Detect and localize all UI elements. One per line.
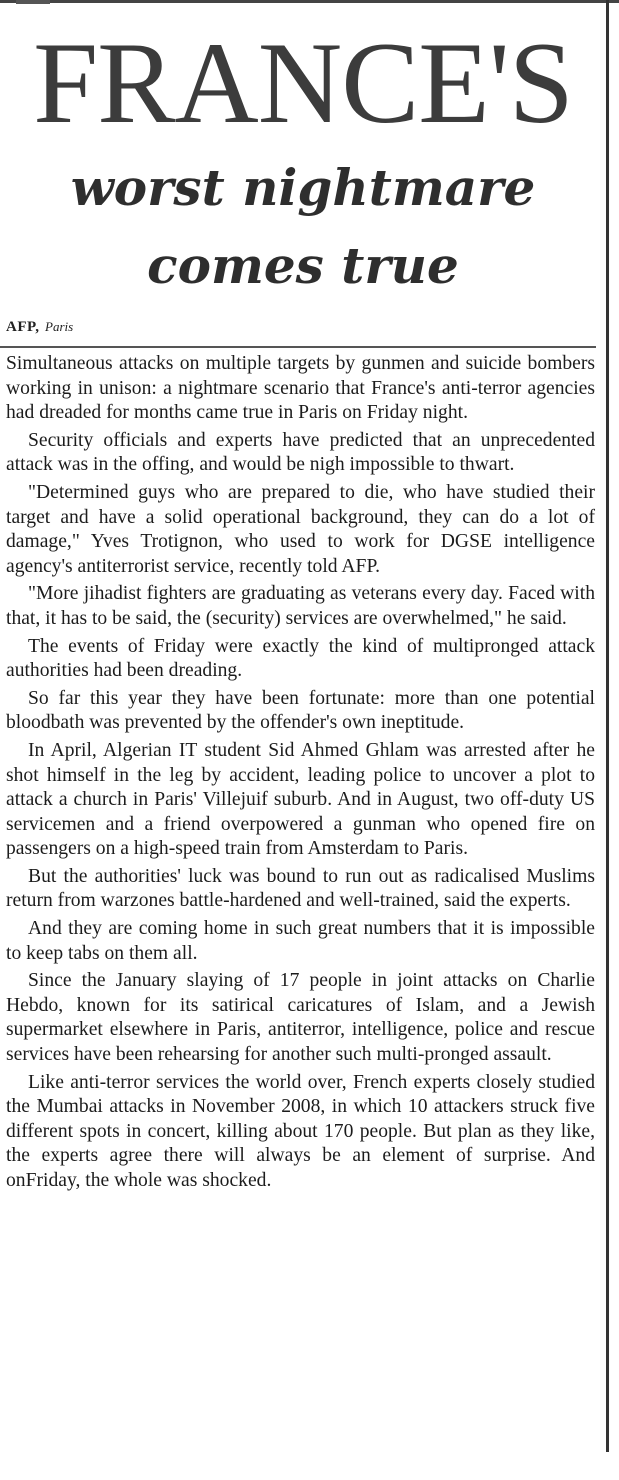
column-right-rule xyxy=(606,0,609,1452)
article-paragraph: So far this year they have been fortunate: more than one potential bloodbath was prevented by the offender's own ineptitude. xyxy=(6,687,595,734)
article-paragraph: Simultaneous attacks on multiple targets by gunmen and suicide bombers working in unison: a nightmare scenario that France's anti-terror agencies had dreaded for months came true in Paris on Friday night. xyxy=(6,353,595,424)
article-paragraph: But the authorities' luck was bound to run out as radicalised Muslims return from warzones battle-hardened and well-trained, said the experts. xyxy=(6,865,595,912)
article-paragraph: "More jihadist fighters are graduating as veterans every day. Faced with that, it has to be said, the (security) services are overwhelmed," he said. xyxy=(6,583,595,629)
headline-sub-line-1: worst nightmare xyxy=(70,158,536,217)
article-paragraph: "Determined guys who are prepared to die, who have studied their target and have a solid operational background, they can do a lot of damage," Yves Trotignon, who used to work for DGSE intelligence agency's antiterrorist service, recently told AFP. xyxy=(6,481,595,577)
article-paragraph: Security officials and experts have predicted that an unprecedented attack was in the offing, and would be nigh impossible to thwart. xyxy=(6,429,595,476)
top-border-rule xyxy=(0,0,619,3)
byline-place: Paris xyxy=(45,319,74,334)
article-paragraph: Like anti-terror services the world over, French experts closely studied the Mumbai attacks in November 2008, in which 10 attackers struck five different spots in concert, killing about 170 people. But plan as they like, the experts agree there will always be an element of surprise. And onFriday, the whole was shocked. xyxy=(6,1071,595,1191)
top-border-tick xyxy=(16,0,50,4)
byline xyxy=(6,318,73,337)
headline-sub-line-2: comes true xyxy=(147,236,459,295)
article-body xyxy=(6,352,595,1197)
article-paragraph: Since the January slaying of 17 people in joint attacks on Charlie Hebdo, known for its satirical caricatures of Islam, and a Jewish supermarket elsewhere in Paris, antiterror, intelligence, police and rescue services have been rehearsing for another such multi-pronged assault. xyxy=(6,970,595,1066)
headline-main: FRANCE'S xyxy=(33,19,573,148)
article-paragraph: In April, Algerian IT student Sid Ahmed Ghlam was arrested after he shot himself in the leg by accident, leading police to uncover a plot to attack a church in Paris' Villejuif suburb. And in August, two off-duty US servicemen and a friend overpowered a gunman who opened fire on passengers on a high-speed train from Amsterdam to Paris. xyxy=(6,739,595,860)
byline-divider xyxy=(0,346,596,348)
article-paragraph: The events of Friday were exactly the kind of multipronged attack authorities had been dreading. xyxy=(6,635,595,682)
byline-agency: AFP, xyxy=(6,319,40,335)
article-paragraph: And they are coming home in such great numbers that it is impossible to keep tabs on them all. xyxy=(6,918,595,964)
